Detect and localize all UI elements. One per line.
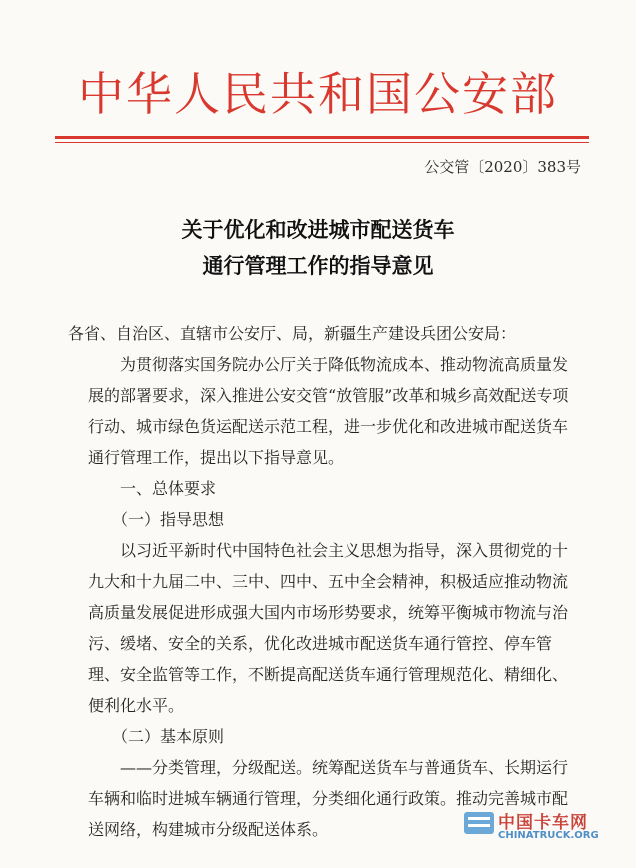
intro-paragraph: 为贯彻落实国务院办公厅关于降低物流成本、推动物流高质量发展的部署要求，深入推进公安交管“放管服”改革和城乡高效配送专项行动、城市绿色货运配送示范工程，进一步优化和改进城市配送货车通行管理工作，提出以下指导意见。 (88, 355, 569, 467)
title-line-1: 关于优化和改进城市配送货车 (181, 217, 455, 242)
subsection-paragraph-2: ——分类管理，分级配送。统筹配送货车与普通货车、长期运行车辆和临时进城车辆通行管理，分类细化通行政策。推动完善城市配送网络，构建城市分级配送体系。 (88, 758, 569, 839)
site-watermark (464, 806, 614, 850)
title-line-2: 通行管理工作的指导意见 (202, 253, 434, 278)
document-body (68, 318, 578, 845)
header-rule-thin (55, 142, 589, 143)
subsection-heading-2: （二）基本原则 (112, 727, 225, 746)
header-rule-thick (55, 136, 589, 139)
document-title (0, 212, 636, 284)
watermark-cn: 中国卡车网 (498, 813, 588, 833)
document-number: 公交管〔2020〕383号 (424, 158, 581, 176)
subsection-heading-1: （一）指导思想 (112, 510, 225, 529)
agency-header: 中华人民共和国公安部 (78, 67, 558, 121)
truck-logo-icon (464, 812, 494, 834)
section-heading: 一、总体要求 (120, 479, 217, 498)
watermark-en: CHINATRUCK.ORG (498, 830, 599, 841)
subsection-paragraph-1: 以习近平新时代中国特色社会主义思想为指导，深入贯彻党的十九大和十九届二中、三中、四中、五中全会精神，积极适应推动物流高质量发展促进形成强大国内市场形势要求，统筹平衡城市物流与治污、缓堵、安全的关系，优化改进城市配送货车通行管控、停车管理、安全监管等工作，不断提高配送货车通行管理规范化、精细化、便利化水平。 (88, 541, 569, 715)
salutation: 各省、自治区、直辖市公安厅、局，新疆生产建设兵团公安局： (68, 324, 517, 343)
